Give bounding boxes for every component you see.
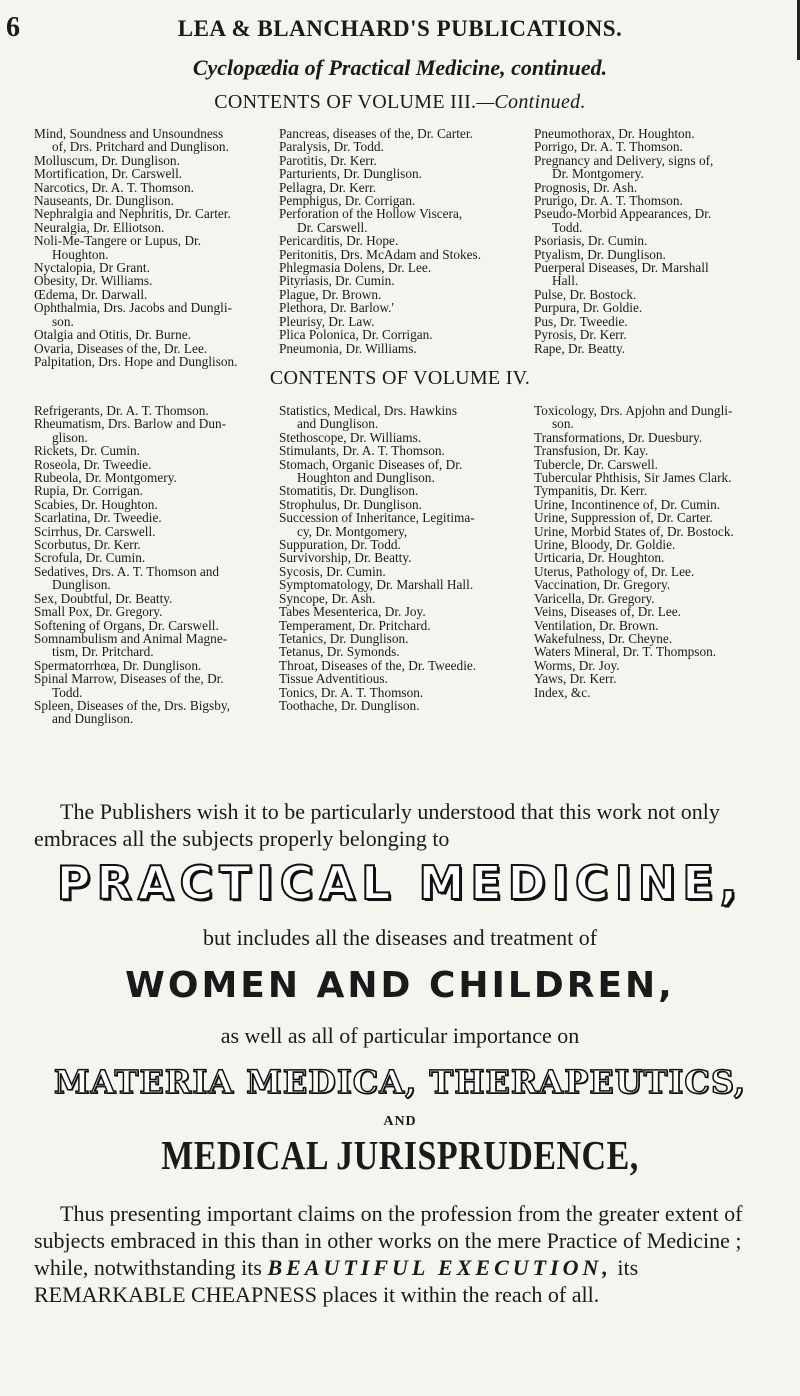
contents-entry: Otalgia and Otitis, Dr. Burne. [34, 327, 191, 343]
contents-entry: tism, Dr. Pritchard. [52, 644, 154, 660]
contents-entry: cy, Dr. Montgomery, [297, 523, 408, 539]
contents-entry: Phlegmasia Dolens, Dr. Lee. [279, 260, 432, 276]
contents-entry: Sex, Doubtful, Dr. Beatty. [34, 590, 173, 606]
contents-entry: of, Drs. Pritchard and Dunglison. [52, 139, 229, 155]
contents-entry: Puerperal Diseases, Dr. Marshall [534, 260, 709, 276]
contents-entry: Stomatitis, Dr. Dunglison. [279, 483, 419, 499]
vol3-heading-suffix: —Continued. [476, 91, 586, 113]
contents-entry: Obesity, Dr. Williams. [34, 273, 153, 289]
contents-entry: Tetanics, Dr. Dunglison. [279, 630, 409, 646]
contents-entry: Ptyalism, Dr. Dunglison. [534, 246, 666, 262]
contents-entry: Todd. [52, 684, 83, 700]
contents-entry: Plague, Dr. Brown. [279, 286, 382, 302]
contents-entry: Suppuration, Dr. Todd. [279, 537, 401, 553]
contents-entry: Todd. [552, 219, 583, 235]
contents-entry: Tabes Mesenterica, Dr. Joy. [279, 604, 426, 620]
contents-entry: Pyrosis, Dr. Kerr. [534, 327, 627, 343]
contents-entry: Refrigerants, Dr. A. T. Thomson. [34, 403, 209, 418]
contents-entry: Succession of Inheritance, Legitima- [279, 510, 475, 526]
contents-entry: Plethora, Dr. Barlow.' [279, 300, 394, 316]
contents-entry: Dr. Carswell. [297, 219, 368, 235]
contents-entry: Plica Polonica, Dr. Corrigan. [279, 327, 433, 343]
practical-medicine-banner: PRACTICAL MEDICINE, [56, 856, 744, 910]
contents-entry: Scrofula, Dr. Cumin. [34, 550, 146, 566]
contents-entry: Dr. Montgomery. [552, 166, 644, 182]
contents-entry: Stomach, Organic Diseases of, Dr. [279, 456, 463, 472]
closing-text-a: Thus presenting important claims on the profession from the greater extent of subjects embraced in this than in other works on the mere Practice of Medicine ; while, notwithstanding its [34, 1201, 743, 1280]
contents-entry: Ovaria, Diseases of the, Dr. Lee. [34, 340, 208, 356]
contents-entry: Somnambulism and Animal Magne- [34, 630, 228, 646]
contents-entry: Rheumatism, Drs. Barlow and Dun- [34, 416, 227, 432]
contents-entry: Survivorship, Dr. Beatty. [279, 550, 412, 566]
contents-entry: Yaws, Dr. Kerr. [534, 671, 617, 687]
page-header [0, 12, 800, 42]
vol3-col2 [279, 127, 524, 355]
notice-but: but includes all the diseases and treatment of [202, 925, 598, 950]
contents-entry: Tympanitis, Dr. Kerr. [534, 483, 648, 499]
contents-entry: glison. [52, 429, 88, 445]
contents-entry: Stethoscope, Dr. Williams. [279, 429, 422, 445]
contents-entry: Scabies, Dr. Houghton. [34, 496, 158, 512]
contents-entry: Rupia, Dr. Corrigan. [34, 483, 143, 499]
contents-entry: Noli-Me-Tangere or Lupus, Dr. [34, 233, 202, 249]
contents-entry: Pus, Dr. Tweedie. [534, 313, 628, 329]
contents-entry: Symptomatology, Dr. Marshall Hall. [279, 577, 474, 593]
contents-entry: Softening of Organs, Dr. Carswell. [34, 617, 219, 633]
publisher-heading: LEA & BLANCHARD'S PUBLICATIONS. [177, 16, 623, 41]
contents-entry: and Dunglison. [52, 711, 134, 727]
contents-entry: Spinal Marrow, Diseases of the, Dr. [34, 671, 224, 687]
contents-entry: Statistics, Medical, Drs. Hawkins [279, 403, 458, 418]
vol3-col3 [534, 127, 774, 355]
contents-entry: Palpitation, Drs. Hope and Dunglison. [34, 353, 238, 369]
contents-entry: Purpura, Dr. Goldie. [534, 300, 643, 316]
contents-entry: Pregnancy and Delivery, signs of, [534, 152, 714, 168]
contents-entry: and Dunglison. [297, 416, 379, 432]
contents-entry: Peritonitis, Drs. McAdam and Stokes. [279, 246, 482, 262]
contents-entry: Transformations, Dr. Duesbury. [534, 429, 703, 445]
contents-entry: Transfusion, Dr. Kay. [534, 443, 649, 459]
contents-entry: Veins, Diseases of, Dr. Lee. [534, 604, 681, 620]
contents-entry: Pellagra, Dr. Kerr. [279, 179, 377, 195]
contents-entry: Rickets, Dr. Cumin. [34, 443, 141, 459]
contents-entry: Scirrhus, Dr. Carswell. [34, 523, 156, 539]
contents-entry: Parturients, Dr. Dunglison. [279, 166, 422, 182]
vol4-col3 [534, 404, 774, 699]
contents-entry: Ventilation, Dr. Brown. [534, 617, 659, 633]
contents-entry: Wakefulness, Dr. Cheyne. [534, 630, 673, 646]
materia-medica-banner: MATERIA MEDICA, THERAPEUTICS, [54, 1063, 746, 1101]
contents-entry: Pulse, Dr. Bostock. [534, 286, 637, 302]
contents-entry: Hall. [552, 273, 579, 289]
and-label: AND [383, 1114, 417, 1129]
contents-entry: Ophthalmia, Drs. Jacobs and Dungli- [34, 300, 232, 316]
vol4-heading: CONTENTS OF VOLUME IV. [269, 367, 531, 389]
contents-entry: Varicella, Dr. Gregory. [534, 590, 655, 606]
contents-entry: Small Pox, Dr. Gregory. [34, 604, 163, 620]
contents-entry: Urine, Suppression of, Dr. Carter. [534, 510, 713, 526]
contents-entry: Index, &c. [534, 684, 591, 700]
notice-as-well: as well as all of particular importance on [220, 1023, 580, 1048]
contents-entry: Molluscum, Dr. Dunglison. [34, 152, 180, 168]
contents-entry: Pityriasis, Dr. Cumin. [279, 273, 395, 289]
contents-entry: Urine, Bloody, Dr. Goldie. [534, 537, 676, 553]
vol4-contents [34, 404, 774, 734]
contents-entry: Rubeola, Dr. Montgomery. [34, 470, 177, 486]
contents-entry: Worms, Dr. Joy. [534, 657, 620, 673]
contents-entry: Prognosis, Dr. Ash. [534, 179, 638, 195]
contents-entry: Pneumonia, Dr. Williams. [279, 340, 417, 356]
contents-entry: Urine, Morbid States of, Dr. Bostock. [534, 523, 734, 539]
contents-entry: Roseola, Dr. Tweedie. [34, 456, 152, 472]
contents-entry: Waters Mineral, Dr. T. Thompson. [534, 644, 717, 660]
contents-entry: Pancreas, diseases of the, Dr. Carter. [279, 126, 473, 141]
closing-text-b: its REMARKABLE CHEAPNESS places it within the reach of all. [34, 1255, 639, 1307]
contents-entry: Pleurisy, Dr. Law. [279, 313, 375, 329]
contents-entry: Stimulants, Dr. A. T. Thomson. [279, 443, 445, 459]
contents-entry: Porrigo, Dr. A. T. Thomson. [534, 139, 683, 155]
contents-entry: Uterus, Pathology of, Dr. Lee. [534, 563, 695, 579]
contents-entry: Narcotics, Dr. A. T. Thomson. [34, 179, 194, 195]
contents-entry: Houghton. [52, 246, 109, 262]
contents-entry: Spermatorrhœa, Dr. Dunglison. [34, 657, 202, 673]
contents-entry: Toxicology, Drs. Apjohn and Dungli- [534, 403, 733, 418]
contents-entry: Prurigo, Dr. A. T. Thomson. [534, 193, 683, 209]
page-title: Cyclopædia of Practical Medicine, continued. [192, 55, 608, 80]
notice-intro: The Publishers wish it to be particularly understood that this work not only embraces all the subjects properly belonging to [34, 799, 720, 851]
contents-entry: Strophulus, Dr. Dunglison. [279, 496, 422, 512]
contents-entry: son. [552, 416, 574, 432]
contents-entry: Pseudo-Morbid Appearances, Dr. [534, 206, 712, 222]
contents-entry: Nyctalopia, Dr Grant. [34, 260, 150, 276]
contents-entry: Temperament, Dr. Pritchard. [279, 617, 431, 633]
contents-entry: Nauseants, Dr. Dunglison. [34, 193, 174, 209]
contents-entry: Tonics, Dr. A. T. Thomson. [279, 684, 424, 700]
contents-entry: son. [52, 313, 74, 329]
contents-entry: Sycosis, Dr. Cumin. [279, 563, 386, 579]
contents-entry: Throat, Diseases of the, Dr. Tweedie. [279, 657, 477, 673]
contents-entry: Mortification, Dr. Carswell. [34, 166, 183, 182]
contents-entry: Pneumothorax, Dr. Houghton. [534, 126, 695, 141]
contents-entry: Rape, Dr. Beatty. [534, 340, 626, 356]
contents-entry: Houghton and Dunglison. [297, 470, 435, 486]
notice-closing [34, 1200, 774, 1308]
contents-entry: Tetanus, Dr. Symonds. [279, 644, 400, 660]
vol3-contents [34, 127, 774, 377]
contents-entry: Neuralgia, Dr. Elliotson. [34, 219, 165, 235]
contents-entry: Tissue Adventitious. [279, 671, 388, 687]
contents-entry: Pericarditis, Dr. Hope. [279, 233, 399, 249]
contents-entry: Urine, Incontinence of, Dr. Cumin. [534, 496, 721, 512]
contents-entry: Dunglison. [52, 577, 111, 593]
contents-entry: Toothache, Dr. Dunglison. [279, 697, 420, 713]
contents-entry: Perforation of the Hollow Viscera, [279, 206, 463, 222]
medical-jurisprudence-banner: MEDICAL JURISPRUDENCE, [161, 1134, 639, 1179]
contents-entry: Scarlatina, Dr. Tweedie. [34, 510, 162, 526]
contents-entry: Nephralgia and Nephritis, Dr. Carter. [34, 206, 231, 222]
vol3-col1 [34, 127, 279, 368]
contents-entry: Pemphigus, Dr. Corrigan. [279, 193, 416, 209]
vol3-heading-main: CONTENTS OF VOLUME III. [214, 91, 477, 113]
contents-entry: Spleen, Diseases of the, Drs. Bigsby, [34, 697, 230, 713]
contents-entry: Psoriasis, Dr. Cumin. [534, 233, 648, 249]
beautiful-execution: BEAUTIFUL EXECUTION, [267, 1255, 612, 1280]
medical-jurisprudence-wrap [0, 1134, 800, 1179]
contents-entry: Urticaria, Dr. Houghton. [534, 550, 665, 566]
vol4-col1 [34, 404, 279, 726]
vol3-heading [0, 91, 800, 114]
contents-entry: Scorbutus, Dr. Kerr. [34, 537, 141, 553]
contents-entry: Mind, Soundness and Unsoundness [34, 126, 224, 141]
contents-entry: Sedatives, Drs. A. T. Thomson and [34, 563, 220, 579]
contents-entry: Syncope, Dr. Ash. [279, 590, 376, 606]
women-children-banner: WOMEN AND CHILDREN, [125, 965, 675, 1006]
contents-entry: Paralysis, Dr. Todd. [279, 139, 384, 155]
page-number: 6 [6, 12, 20, 43]
contents-entry: Œdema, Dr. Darwall. [34, 286, 148, 302]
contents-entry: Tubercular Phthisis, Sir James Clark. [534, 470, 732, 486]
contents-entry: Vaccination, Dr. Gregory. [534, 577, 671, 593]
vol4-col2 [279, 404, 524, 712]
contents-entry: Tubercle, Dr. Carswell. [534, 456, 658, 472]
contents-entry: Parotitis, Dr. Kerr. [279, 152, 377, 168]
